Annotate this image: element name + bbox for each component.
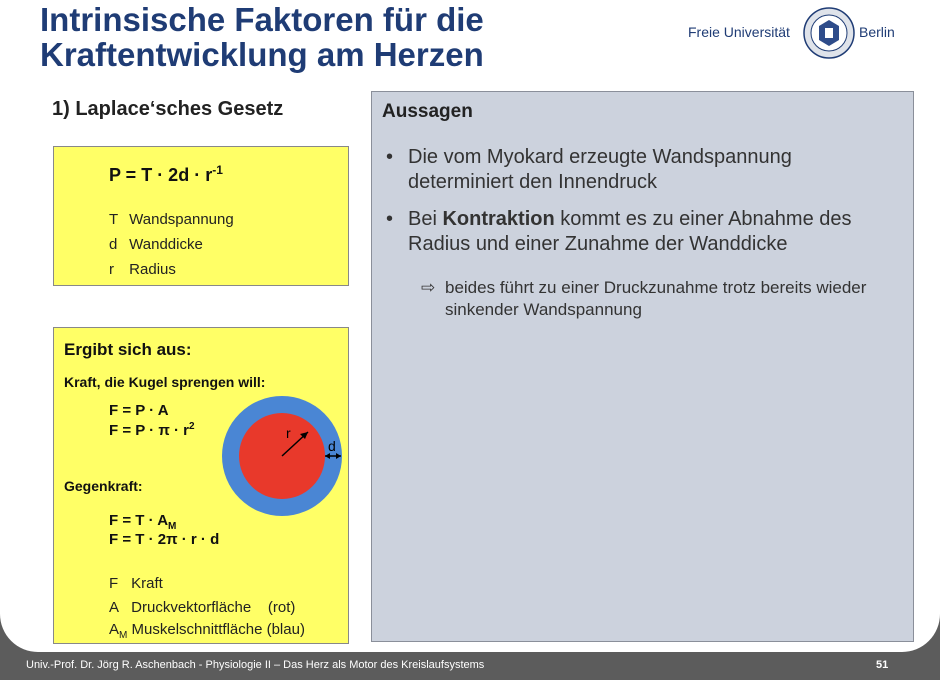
title-line-2: Kraftentwicklung am Herzen (40, 36, 484, 73)
page-number: 51 (876, 659, 889, 671)
footer-text: Univ.-Prof. Dr. Jörg R. Aschenbach - Physiologie II – Das Herz als Motor des Kreislaufsystems (26, 659, 485, 671)
legend-item: d Wanddicke (109, 236, 203, 253)
bullet-icon: • (386, 146, 394, 168)
sphere-diagram (220, 394, 344, 518)
result-legend-item: F Kraft (109, 575, 163, 592)
result-box (53, 327, 349, 644)
slide-title (40, 2, 660, 72)
laplace-formula: $P = T \cdot 2d \cdot r^{-1}$ (109, 163, 223, 185)
logo-text-left: Freie Universität (688, 24, 790, 40)
legend-item: r Radius (109, 261, 176, 278)
result-heading: Ergibt sich aus: (64, 340, 192, 359)
section-heading-laplace: 1) Laplace‘sches Gesetz (52, 98, 284, 120)
equation-3: $F = T \cdot A_M$ (109, 512, 177, 532)
thickness-label: d (328, 438, 336, 454)
statements-panel (371, 91, 914, 642)
arrow-right-icon: ⇨ (421, 278, 436, 297)
equation-2: $F = P \cdot \pi \cdot r^2$ (109, 421, 195, 439)
statement-sub-bullet: ⇨ beides führt zu einer Druckzunahme trotz bereits wieder sinkender Wandspannung (421, 278, 867, 319)
formula-box (53, 146, 349, 286)
statement-bullet: • Bei Kontraktion kommt es zu einer Abnahme des Radius und einer Zunahme der Wanddicke (386, 208, 852, 255)
legend-item: T Wandspannung (109, 211, 234, 228)
bullet-icon: • (386, 208, 394, 230)
result-legend-item: A Druckvektorfläche (rot) (109, 599, 296, 616)
result-legend-item: $A_M$ Muskelschnittfläche (blau) (109, 621, 305, 641)
logo-text-right: Berlin (859, 24, 895, 40)
equation-1: F = P · A (109, 402, 169, 419)
radius-label: r (286, 425, 291, 441)
subheading-force: Kraft, die Kugel sprengen will: (64, 374, 266, 390)
statements-heading: Aussagen (382, 101, 473, 122)
university-logo (688, 6, 918, 60)
statement-bullet: • Die vom Myokard erzeugte Wandspannung determiniert den Innendruck (386, 146, 792, 193)
university-seal-icon (802, 6, 856, 60)
subheading-counterforce: Gegenkraft: (64, 478, 143, 494)
title-line-1: Intrinsische Faktoren für die (40, 1, 484, 38)
equation-4: F = T · 2π · r · d (109, 531, 220, 548)
